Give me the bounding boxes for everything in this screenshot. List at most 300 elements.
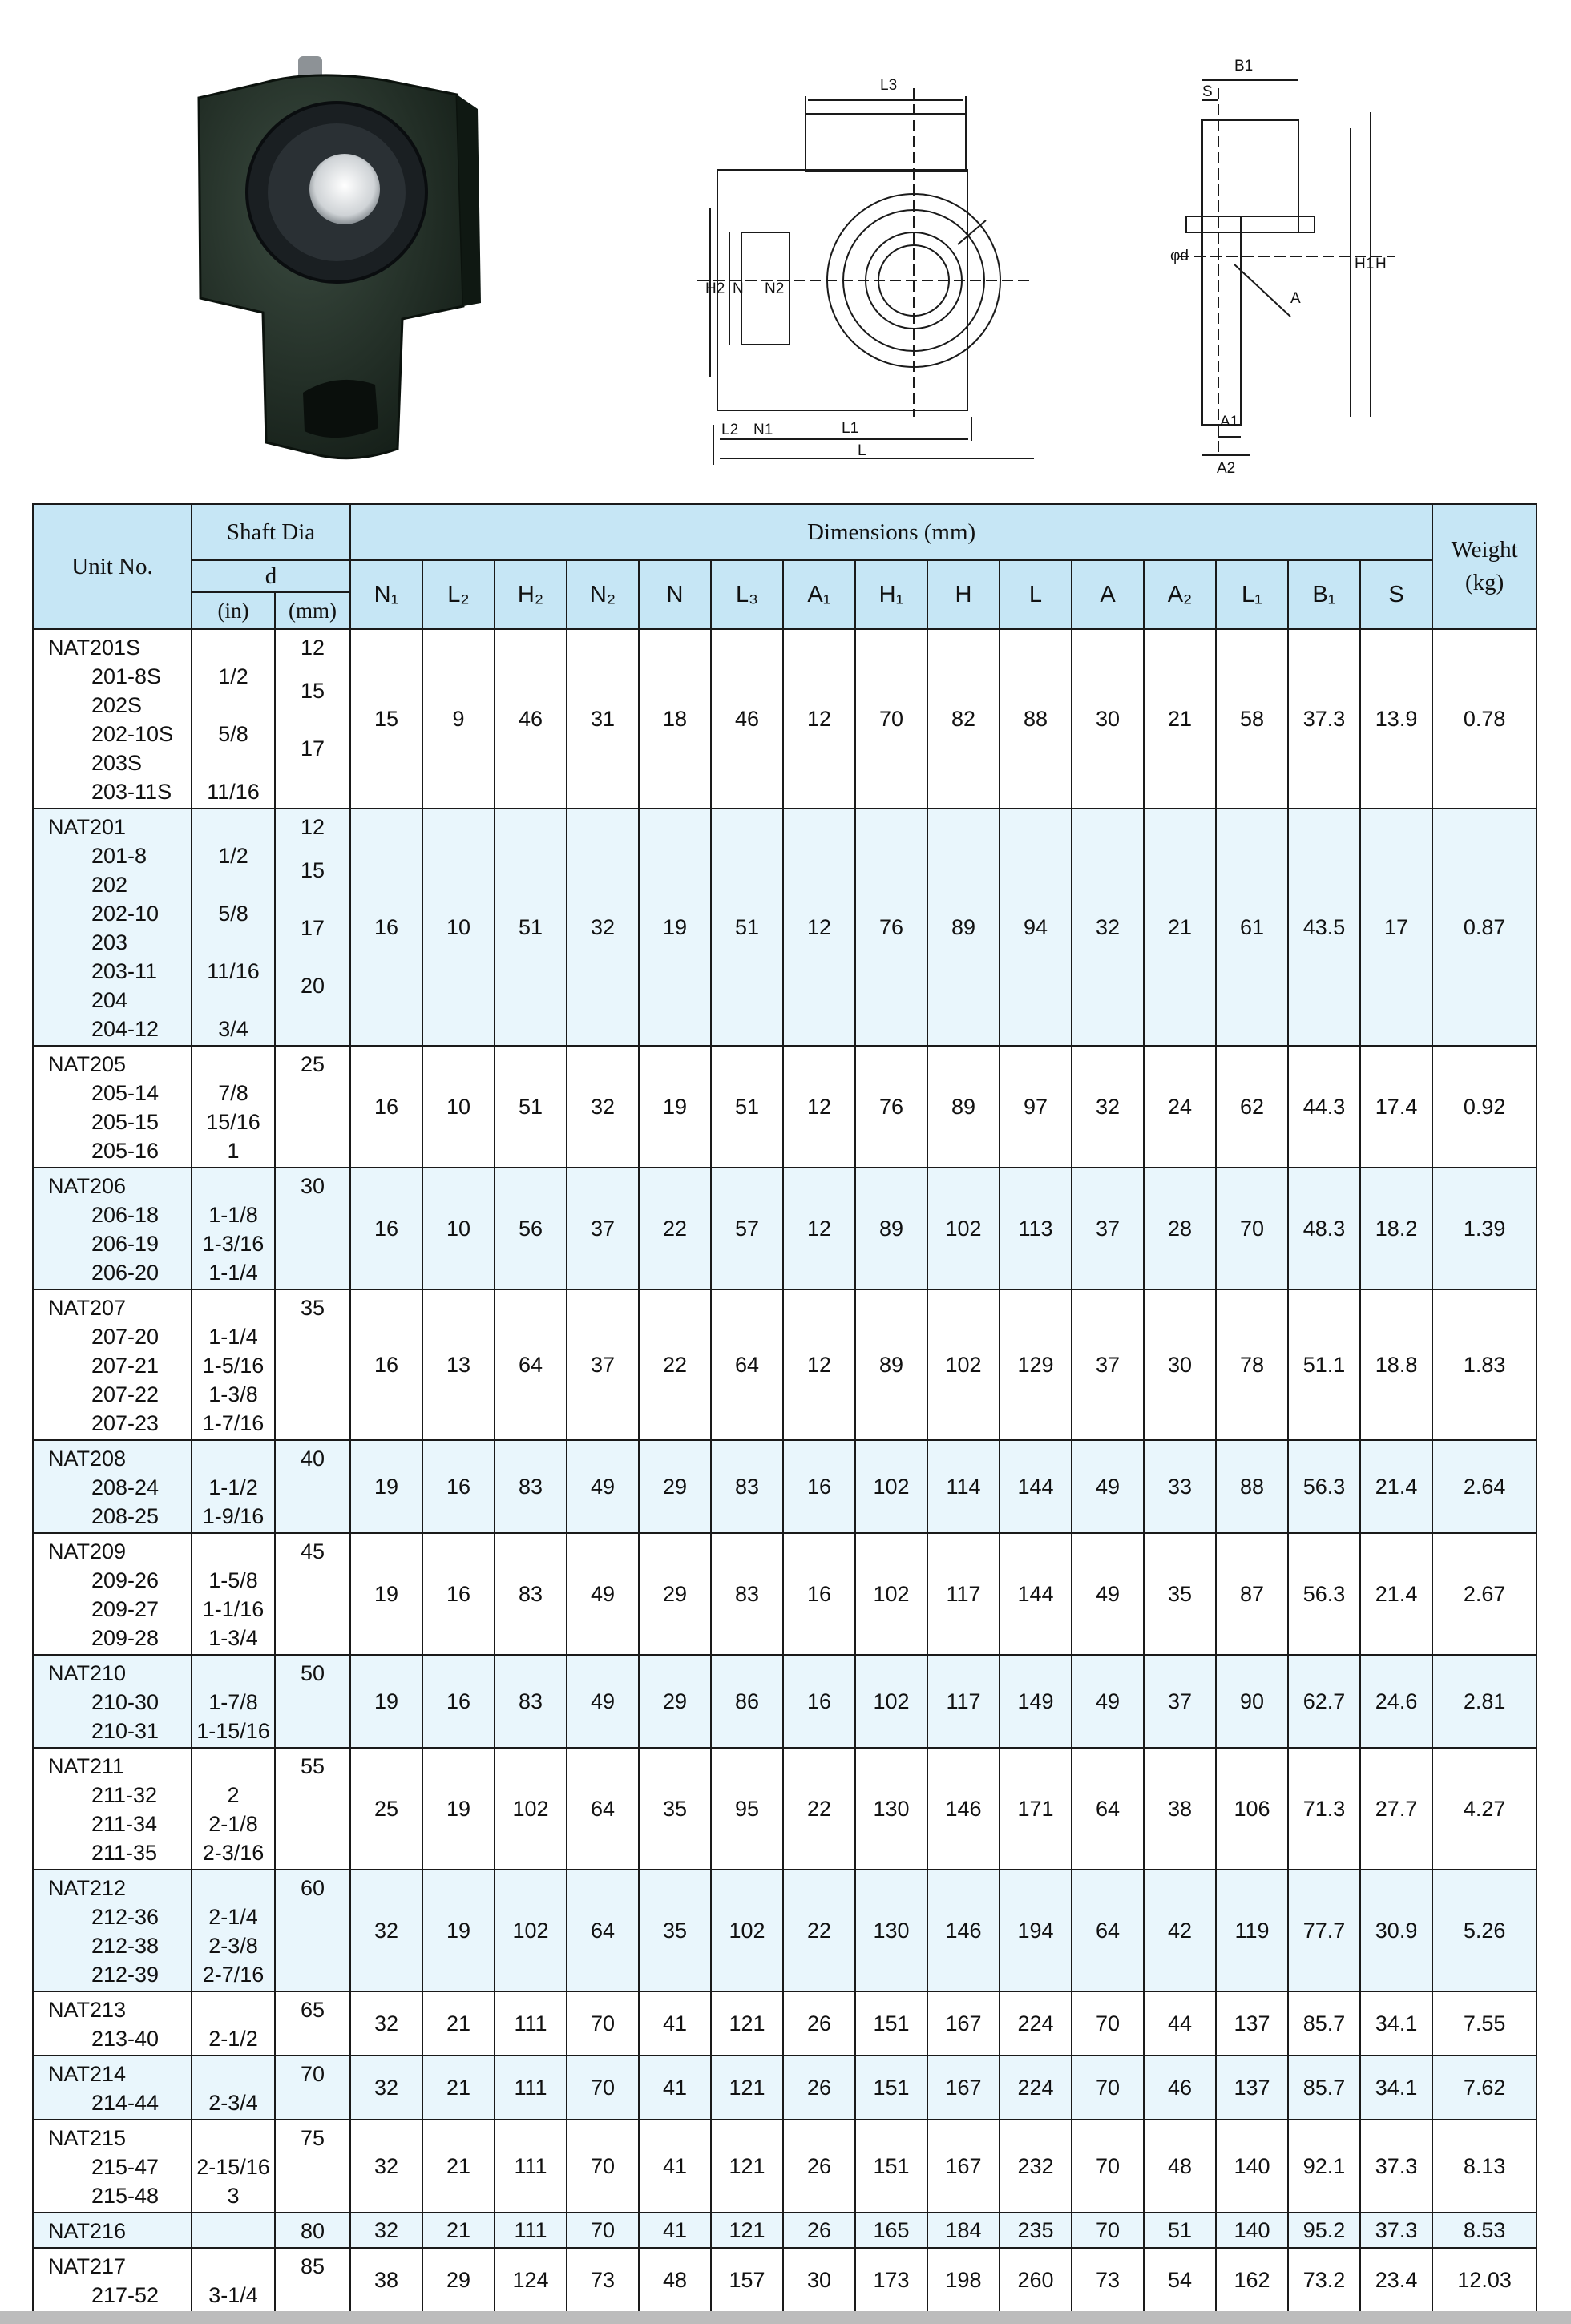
- dim-label-N2: N2: [765, 280, 785, 297]
- dim-h-cell: 146: [927, 1870, 1000, 1991]
- header-dim-L1: L₁: [1216, 560, 1288, 629]
- dim-n-cell: 35: [639, 1870, 711, 1991]
- dim-l2-cell: 10: [422, 1168, 495, 1289]
- dim-a1-cell: 26: [783, 1991, 855, 2056]
- dim-n-cell: 22: [639, 1168, 711, 1289]
- header-d: d: [192, 560, 350, 592]
- shaft-inch-value: 1-15/16: [196, 1719, 270, 1743]
- dim-h2-cell: 111: [495, 2120, 567, 2213]
- shaft-mm-value: 12: [300, 635, 325, 660]
- dim-l3-cell: 86: [711, 1655, 783, 1748]
- dim-h-cell: 167: [927, 2056, 1000, 2120]
- dim-b1-cell: 56.3: [1288, 1533, 1360, 1655]
- shaft-mm-value: 65: [300, 1998, 325, 2022]
- dim-n1-cell: 25: [350, 1748, 422, 1870]
- dim-b1-cell: 48.3: [1288, 1168, 1360, 1289]
- shaft-mm-value: 55: [300, 1754, 325, 1778]
- weight-cell: 12.03: [1432, 2248, 1537, 2312]
- dim-n2-cell: 73: [567, 2248, 639, 2312]
- unit-number: 213-40: [91, 2027, 160, 2051]
- shaft-inch-value: 2: [227, 1783, 240, 1807]
- unit-number: NAT207: [48, 1296, 127, 1320]
- dim-h1-cell: 76: [855, 1046, 927, 1168]
- dim-h2-cell: 46: [495, 629, 567, 809]
- dim-h-cell: 89: [927, 1046, 1000, 1168]
- dim-n2-cell: 70: [567, 1991, 639, 2056]
- dim-a2-cell: 48: [1144, 2120, 1216, 2213]
- unit-number: 202S: [91, 693, 143, 717]
- weight-cell: 5.26: [1432, 1870, 1537, 1991]
- table-row: [33, 1870, 1537, 1991]
- dim-b1-cell: 77.7: [1288, 1870, 1360, 1991]
- dim-l2-cell: 19: [422, 1870, 495, 1991]
- shaft-mm-value: 30: [300, 1174, 325, 1198]
- dim-l3-cell: 157: [711, 2248, 783, 2312]
- dim-a-cell: 37: [1072, 1289, 1144, 1440]
- dim-b1-cell: 62.7: [1288, 1655, 1360, 1748]
- unit-number: 203-11: [91, 959, 158, 983]
- dim-n1-cell: 38: [350, 2248, 422, 2312]
- dim-label-H1: H1: [1355, 256, 1375, 272]
- shaft-inch-value: 15/16: [206, 1110, 260, 1134]
- dim-l-cell: 224: [1000, 2056, 1072, 2120]
- shaft-inch-value: [192, 928, 274, 957]
- dim-a1-cell: 12: [783, 629, 855, 809]
- shaft-inch-cell: [192, 809, 275, 1046]
- dim-l2-cell: 16: [422, 1440, 495, 1533]
- dim-label-A2: A2: [1217, 460, 1236, 477]
- unit-no-cell: [33, 2248, 192, 2312]
- unit-number: 203-11S: [91, 780, 172, 804]
- shaft-inch-value: [192, 691, 274, 720]
- dim-l3-cell: 95: [711, 1748, 783, 1870]
- header-dim-N2: N₂: [567, 560, 639, 629]
- unit-number: NAT205: [48, 1052, 127, 1076]
- dim-n2-cell: 49: [567, 1655, 639, 1748]
- dim-b1-cell: 37.3: [1288, 629, 1360, 809]
- shaft-inch-cell: [192, 1748, 275, 1870]
- dim-n2-cell: 32: [567, 1046, 639, 1168]
- header-dim-A: A: [1072, 560, 1144, 629]
- shaft-inch-value: [192, 813, 274, 841]
- table-row: [33, 629, 1537, 809]
- shaft-inch-value: 3: [227, 2184, 240, 2208]
- unit-number: 209-28: [91, 1626, 160, 1650]
- dim-l-cell: 149: [1000, 1655, 1072, 1748]
- shaft-mm-value: 40: [300, 1446, 325, 1471]
- unit-number: 208-25: [91, 1504, 160, 1528]
- dim-b1-cell: 92.1: [1288, 2120, 1360, 2213]
- dim-label-H2: H2: [705, 280, 725, 297]
- unit-number: NAT211: [48, 1754, 125, 1778]
- dim-s-cell: 18.2: [1360, 1168, 1432, 1289]
- dim-h1-cell: 165: [855, 2213, 927, 2248]
- dim-h2-cell: 83: [495, 1533, 567, 1655]
- table-body: [33, 629, 1537, 2312]
- table-row: [33, 1991, 1537, 2056]
- unit-number: 210-31: [91, 1719, 160, 1743]
- table-row: [33, 1289, 1537, 1440]
- dim-l-cell: 88: [1000, 629, 1072, 809]
- dim-a-cell: 37: [1072, 1168, 1144, 1289]
- unit-number: NAT201S: [48, 635, 141, 660]
- dim-l2-cell: 16: [422, 1655, 495, 1748]
- table-row: [33, 1655, 1537, 1748]
- side-view-drawing: [1170, 40, 1435, 489]
- unit-number: 203: [91, 930, 128, 954]
- unit-number: 210-30: [91, 1690, 160, 1714]
- dim-b1-cell: 44.3: [1288, 1046, 1360, 1168]
- dim-a-cell: 70: [1072, 2120, 1144, 2213]
- header-dim-N1: N₁: [350, 560, 422, 629]
- dim-l2-cell: 9: [422, 629, 495, 809]
- dim-l1-cell: 70: [1216, 1168, 1288, 1289]
- dim-n-cell: 19: [639, 809, 711, 1046]
- shaft-inch-cell: [192, 2248, 275, 2312]
- header-dim-S: S: [1360, 560, 1432, 629]
- dim-label-d: φd: [1170, 248, 1189, 264]
- dim-label-A: A: [1290, 290, 1301, 307]
- dim-h2-cell: 64: [495, 1289, 567, 1440]
- dim-n2-cell: 70: [567, 2120, 639, 2213]
- dim-h-cell: 89: [927, 809, 1000, 1046]
- dim-l3-cell: 121: [711, 1991, 783, 2056]
- dim-n1-cell: 16: [350, 1046, 422, 1168]
- dim-h2-cell: 124: [495, 2248, 567, 2312]
- dim-h-cell: 102: [927, 1168, 1000, 1289]
- dim-h2-cell: 51: [495, 1046, 567, 1168]
- shaft-inch-value: 1-3/16: [202, 1232, 265, 1256]
- shaft-mm-cell: [275, 1046, 350, 1168]
- dim-n1-cell: 32: [350, 2213, 422, 2248]
- dim-a-cell: 64: [1072, 1748, 1144, 1870]
- shaft-inch-value: 1-7/8: [208, 1690, 258, 1714]
- dim-l1-cell: 162: [1216, 2248, 1288, 2312]
- dim-l2-cell: 21: [422, 2120, 495, 2213]
- unit-number: NAT216: [48, 2219, 127, 2243]
- shaft-inch-value: 2-3/4: [208, 2091, 258, 2115]
- unit-number: 209-27: [91, 1597, 160, 1621]
- weight-cell: 8.53: [1432, 2213, 1537, 2248]
- shaft-inch-value: 1-7/16: [202, 1411, 265, 1435]
- dim-b1-cell: 51.1: [1288, 1289, 1360, 1440]
- unit-number: 211-34: [91, 1812, 158, 1836]
- dim-s-cell: 13.9: [1360, 629, 1432, 809]
- product-photo: [192, 48, 545, 465]
- unit-number: 204-12: [91, 1017, 160, 1041]
- dim-s-cell: 21.4: [1360, 1533, 1432, 1655]
- dim-a1-cell: 26: [783, 2120, 855, 2213]
- shaft-inch-value: 1-5/16: [202, 1354, 265, 1378]
- dim-s-cell: 17: [1360, 809, 1432, 1046]
- shaft-inch-value: 5/8: [218, 722, 248, 746]
- dim-l2-cell: 21: [422, 1991, 495, 2056]
- weight-cell: 2.81: [1432, 1655, 1537, 1748]
- dim-h2-cell: 102: [495, 1870, 567, 1991]
- shaft-inch-value: [192, 1172, 274, 1200]
- shaft-inch-value: 1-1/16: [202, 1597, 265, 1621]
- unit-no-cell: [33, 809, 192, 1046]
- dim-l3-cell: 46: [711, 629, 783, 809]
- dim-n-cell: 41: [639, 2213, 711, 2248]
- dim-a1-cell: 12: [783, 809, 855, 1046]
- unit-number: 215-48: [91, 2184, 160, 2208]
- shaft-mm-cell: [275, 2056, 350, 2120]
- dim-a-cell: 70: [1072, 1991, 1144, 2056]
- dim-l3-cell: 121: [711, 2213, 783, 2248]
- unit-number: 214-44: [91, 2091, 160, 2115]
- dim-h1-cell: 89: [855, 1289, 927, 1440]
- dim-a-cell: 49: [1072, 1655, 1144, 1748]
- shaft-inch-value: [192, 1874, 274, 1902]
- dim-h1-cell: 151: [855, 2056, 927, 2120]
- shaft-mm-cell: [275, 1748, 350, 1870]
- shaft-inch-value: 2-1/2: [208, 2027, 258, 2051]
- header-dim-L: L: [1000, 560, 1072, 629]
- shaft-inch-value: 1-1/4: [208, 1325, 258, 1349]
- weight-cell: 2.64: [1432, 1440, 1537, 1533]
- dim-label-H: H: [1375, 256, 1387, 272]
- shaft-inch-value: [192, 1444, 274, 1473]
- dim-n1-cell: 32: [350, 1870, 422, 1991]
- shaft-mm-value: 17: [300, 736, 325, 761]
- dim-a2-cell: 44: [1144, 1991, 1216, 2056]
- dim-l1-cell: 58: [1216, 629, 1288, 809]
- header-dim-L3: L₃: [711, 560, 783, 629]
- shaft-inch-value: [192, 2217, 274, 2245]
- shaft-inch-value: 1-3/8: [208, 1382, 258, 1406]
- table-row: [33, 2120, 1537, 2213]
- unit-number: 207-22: [91, 1382, 160, 1406]
- unit-number: 212-38: [91, 1934, 160, 1958]
- dim-a2-cell: 42: [1144, 1870, 1216, 1991]
- shaft-inch-value: 11/16: [207, 780, 260, 804]
- dim-n-cell: 22: [639, 1289, 711, 1440]
- shaft-inch-value: 1-1/8: [208, 1203, 258, 1227]
- dim-l2-cell: 21: [422, 2213, 495, 2248]
- dim-n1-cell: 16: [350, 809, 422, 1046]
- shaft-inch-cell: [192, 1168, 275, 1289]
- unit-number: 209-26: [91, 1568, 160, 1592]
- shaft-mm-value: 15: [300, 858, 325, 882]
- header-weight: [1432, 504, 1537, 629]
- dim-label-N: N: [733, 280, 744, 297]
- dim-label-L2: L2: [721, 422, 739, 438]
- unit-number: 217-52: [91, 2283, 160, 2307]
- dim-l3-cell: 57: [711, 1168, 783, 1289]
- dim-n2-cell: 70: [567, 2213, 639, 2248]
- header-dim-A2: A₂: [1144, 560, 1216, 629]
- dim-a1-cell: 12: [783, 1168, 855, 1289]
- dim-h-cell: 146: [927, 1748, 1000, 1870]
- header-weight-unit: (kg): [1464, 570, 1504, 595]
- unit-no-cell: [33, 2120, 192, 2213]
- dim-n-cell: 48: [639, 2248, 711, 2312]
- shaft-mm-cell: [275, 2248, 350, 2312]
- dim-a2-cell: 38: [1144, 1748, 1216, 1870]
- dim-s-cell: 34.1: [1360, 2056, 1432, 2120]
- shaft-mm-value: 25: [300, 1052, 325, 1076]
- shaft-inch-value: [192, 2252, 274, 2281]
- dim-a1-cell: 16: [783, 1533, 855, 1655]
- dim-b1-cell: 73.2: [1288, 2248, 1360, 2312]
- dim-n2-cell: 49: [567, 1533, 639, 1655]
- unit-no-cell: [33, 1168, 192, 1289]
- shaft-mm-cell: [275, 2120, 350, 2213]
- shaft-inch-value: [192, 1293, 274, 1322]
- table-row: [33, 1748, 1537, 1870]
- dim-h-cell: 167: [927, 1991, 1000, 2056]
- shaft-inch-value: 2-7/16: [202, 1963, 265, 1987]
- shaft-mm-cell: [275, 1168, 350, 1289]
- header-dim-H1: H₁: [855, 560, 927, 629]
- dim-a-cell: 70: [1072, 2056, 1144, 2120]
- dim-l1-cell: 119: [1216, 1870, 1288, 1991]
- dim-n1-cell: 19: [350, 1533, 422, 1655]
- dim-h2-cell: 83: [495, 1655, 567, 1748]
- dim-n-cell: 41: [639, 2120, 711, 2213]
- dim-l1-cell: 137: [1216, 1991, 1288, 2056]
- header-dim-B1: B₁: [1288, 560, 1360, 629]
- shaft-mm-value: 17: [300, 916, 325, 940]
- unit-number: 202-10: [91, 902, 160, 926]
- dim-n1-cell: 32: [350, 2120, 422, 2213]
- dim-h1-cell: 151: [855, 2120, 927, 2213]
- shaft-mm-cell: [275, 1991, 350, 2056]
- header-dimensions: Dimensions (mm): [350, 504, 1432, 560]
- dim-a2-cell: 37: [1144, 1655, 1216, 1748]
- unit-number: 211-32: [91, 1783, 158, 1807]
- dim-s-cell: 23.4: [1360, 2248, 1432, 2312]
- dim-l1-cell: 78: [1216, 1289, 1288, 1440]
- shaft-inch-value: [192, 1050, 274, 1079]
- dim-n1-cell: 32: [350, 1991, 422, 2056]
- dim-n2-cell: 37: [567, 1289, 639, 1440]
- unit-number: NAT206: [48, 1174, 127, 1198]
- dimensions-table: [32, 503, 1537, 2313]
- dim-s-cell: 30.9: [1360, 1870, 1432, 1991]
- dim-a1-cell: 12: [783, 1289, 855, 1440]
- dim-l3-cell: 83: [711, 1533, 783, 1655]
- shaft-mm-value: 85: [300, 2254, 325, 2278]
- dim-n-cell: 29: [639, 1440, 711, 1533]
- table-row: [33, 2248, 1537, 2312]
- header-dim-H: H: [927, 560, 1000, 629]
- dim-l3-cell: 121: [711, 2120, 783, 2213]
- dim-a-cell: 32: [1072, 1046, 1144, 1168]
- dim-n1-cell: 32: [350, 2056, 422, 2120]
- shaft-inch-value: [192, 633, 274, 662]
- dim-b1-cell: 85.7: [1288, 2056, 1360, 2120]
- unit-number: 208-24: [91, 1475, 160, 1499]
- unit-no-cell: [33, 1655, 192, 1748]
- dim-a2-cell: 21: [1144, 809, 1216, 1046]
- dim-l-cell: 129: [1000, 1289, 1072, 1440]
- unit-number: 201-8S: [91, 664, 162, 688]
- housing-outline: [717, 170, 967, 410]
- dim-l1-cell: 61: [1216, 809, 1288, 1046]
- table-row: [33, 1046, 1537, 1168]
- dim-label-N1: N1: [753, 422, 773, 438]
- dim-l-cell: 144: [1000, 1440, 1072, 1533]
- dim-l-cell: 94: [1000, 809, 1072, 1046]
- header-shaft-dia: Shaft Dia: [192, 504, 350, 560]
- shaft-mm-cell: [275, 1440, 350, 1533]
- dim-s-cell: 27.7: [1360, 1748, 1432, 1870]
- shaft-inch-cell: [192, 1046, 275, 1168]
- shaft-inch-value: [192, 870, 274, 899]
- unit-number: 205-15: [91, 1110, 160, 1134]
- dim-l-cell: 260: [1000, 2248, 1072, 2312]
- dim-h2-cell: 111: [495, 1991, 567, 2056]
- shaft-inch-value: [192, 986, 274, 1015]
- dim-n2-cell: 49: [567, 1440, 639, 1533]
- unit-number: NAT212: [48, 1876, 127, 1900]
- unit-number: 207-21: [91, 1354, 160, 1378]
- weight-cell: 0.87: [1432, 809, 1537, 1046]
- shaft-inch-cell: [192, 1870, 275, 1991]
- dim-s-cell: 24.6: [1360, 1655, 1432, 1748]
- weight-cell: 0.92: [1432, 1046, 1537, 1168]
- dim-h1-cell: 70: [855, 629, 927, 809]
- dim-a-cell: 49: [1072, 1440, 1144, 1533]
- dim-label-L3: L3: [880, 77, 898, 94]
- unit-number: NAT201: [48, 815, 127, 839]
- dim-l3-cell: 83: [711, 1440, 783, 1533]
- header-dim-H2: H₂: [495, 560, 567, 629]
- unit-no-cell: [33, 1870, 192, 1991]
- shaft-inch-value: 1-3/4: [208, 1626, 258, 1650]
- shaft-inch-value: [192, 2060, 274, 2088]
- table-row: [33, 2056, 1537, 2120]
- shaft-inch-value: [192, 1659, 274, 1688]
- dim-l3-cell: 121: [711, 2056, 783, 2120]
- dim-h-cell: 198: [927, 2248, 1000, 2312]
- shaft-inch-value: 3-1/4: [208, 2283, 258, 2307]
- shaft-mm-value: 12: [300, 815, 325, 839]
- dim-h1-cell: 130: [855, 1748, 927, 1870]
- shaft-inch-value: 2-1/8: [208, 1812, 258, 1836]
- shaft-inch-value: 1-1/4: [208, 1261, 258, 1285]
- unit-no-cell: [33, 2213, 192, 2248]
- dim-n2-cell: 32: [567, 809, 639, 1046]
- unit-number: 206-19: [91, 1232, 160, 1256]
- shaft-inch-value: [192, 1537, 274, 1566]
- dim-l-cell: 171: [1000, 1748, 1072, 1870]
- dim-l-cell: 113: [1000, 1168, 1072, 1289]
- shaft-inch-value: 2-1/4: [208, 1905, 258, 1929]
- weight-cell: 8.13: [1432, 2120, 1537, 2213]
- dim-label-S: S: [1202, 83, 1213, 100]
- dim-label-B1: B1: [1234, 58, 1254, 75]
- dim-s-cell: 37.3: [1360, 2120, 1432, 2213]
- dim-a2-cell: 24: [1144, 1046, 1216, 1168]
- dim-s-cell: 17.4: [1360, 1046, 1432, 1168]
- dim-l-cell: 235: [1000, 2213, 1072, 2248]
- dim-n-cell: 29: [639, 1533, 711, 1655]
- dim-b1-cell: 85.7: [1288, 1991, 1360, 2056]
- dim-l3-cell: 64: [711, 1289, 783, 1440]
- dim-a1-cell: 12: [783, 1046, 855, 1168]
- dim-h-cell: 82: [927, 629, 1000, 809]
- shaft-inch-value: 1/2: [218, 664, 248, 688]
- unit-number: 211-35: [91, 1841, 158, 1865]
- dim-l2-cell: 19: [422, 1748, 495, 1870]
- unit-number: 205-14: [91, 1081, 160, 1105]
- dim-a2-cell: 51: [1144, 2213, 1216, 2248]
- shaft-inch-value: 2-3/8: [208, 1934, 258, 1958]
- dim-a1-cell: 22: [783, 1748, 855, 1870]
